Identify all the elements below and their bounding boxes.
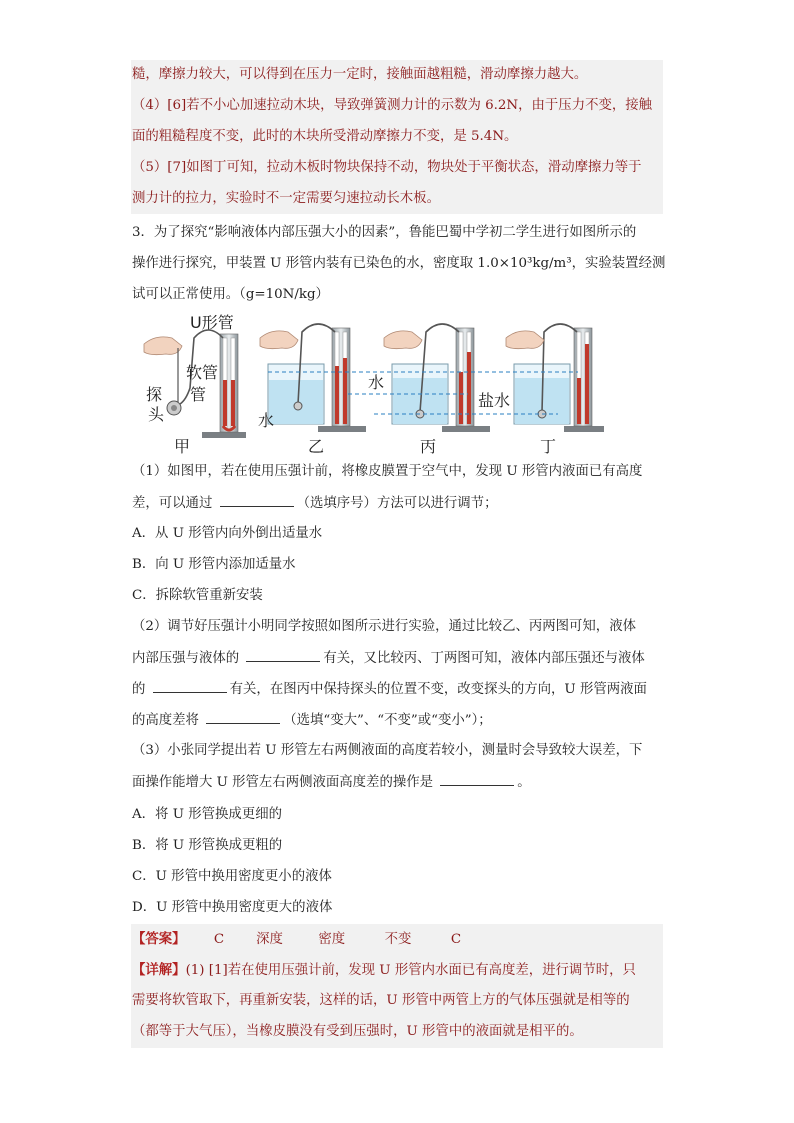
hose-label-2: 管: [190, 385, 207, 404]
detail-line: （都等于大气压），当橡皮膜没有受到压强时，U 形管中的液面就是相平的。: [132, 1023, 662, 1041]
q2-text: 有关，在图丙中保持探头的位置不变，改变探头的方向，U 形管两液面: [229, 682, 647, 697]
question-stem: 操作进行探究，甲装置 U 形管内装有已染色的水，密度取 1.0×10³kg/m³，实验装置经测: [132, 256, 666, 271]
q2-line: （2）调节好压强计小明同学按照如图所示进行实验，通过比较乙、丙两图可知，液体: [132, 619, 636, 634]
q1-text: （1）如图甲，若在使用压强计前，将橡皮膜置于空气中，发现 U 形管内液面已有高度: [132, 464, 643, 479]
q1-text-post: （选填序号）方法可以进行调节；: [296, 496, 498, 511]
question-stem: 3．为了探究“影响液体内部压强大小的因素”，鲁能巴蜀中学初二学生进行如图所示的: [132, 225, 637, 240]
apparatus-bing: [384, 324, 490, 432]
q1-option-a: A．从 U 形管内向外倒出适量水: [132, 526, 323, 541]
u-tube-label: U形管: [190, 313, 234, 332]
q3-option-b: B．将 U 形管换成更粗的: [132, 838, 283, 853]
q2-text: 有关，又比较丙、丁两图可知，液体内部压强还与液体: [323, 651, 645, 666]
q3-text: 面操作能增大 U 形管左右两侧液面高度差的操作是: [132, 775, 438, 790]
caption-ding: 丁: [540, 437, 557, 456]
q3-option-c: C．U 形管中换用密度更小的液体: [132, 869, 332, 884]
hose-label: 软管: [186, 363, 219, 382]
probe-label: 探: [146, 385, 163, 404]
salt-water-label: 盐水: [478, 391, 511, 410]
q3-option-a: A．将 U 形管换成更细的: [132, 807, 282, 822]
q3-option-d: D．U 形管中换用密度更大的液体: [132, 900, 333, 915]
answer-row: [132, 930, 662, 949]
q2-text: 的高度差将: [132, 713, 204, 728]
apparatus-yi: [260, 324, 366, 432]
q3-text: 。: [517, 775, 531, 790]
q1-text-pre: 差，可以通过: [132, 496, 217, 511]
caption-yi: 乙: [308, 437, 325, 456]
water-label: 水: [258, 411, 275, 430]
q3-line: [132, 773, 662, 792]
answer-value: 深度: [256, 932, 283, 947]
q2-text: 内部压强与液体的: [132, 651, 244, 666]
q1-option-b: B．向 U 形管内添加适量水: [132, 557, 296, 572]
answer-line: （4）[6]若不小心加速拉动木块，导致弹簧测力计的示数为 6.2N，由于压力不变，接触: [132, 97, 662, 115]
answer-line: 糙，摩擦力较大，可以得到在压力一定时，接触面越粗糙，滑动摩擦力越大。: [132, 66, 662, 84]
q2-blank-1[interactable]: [246, 649, 320, 662]
q2-line: [132, 711, 662, 730]
q2-blank-2[interactable]: [153, 680, 227, 693]
apparatus-ding: [506, 324, 604, 432]
q2-text: （选填“变大”、“不变”或“变小”）；: [283, 713, 492, 728]
water-label-2: 水: [368, 373, 385, 392]
answer-value: 不变: [384, 932, 412, 947]
probe-label-2: 头: [148, 405, 165, 424]
q1-text-b: [132, 494, 662, 513]
q3-blank[interactable]: [440, 773, 514, 786]
answer-tag: 【答案】: [132, 931, 186, 947]
answer-line: 测力计的拉力，实验时不一定需要匀速拉动长木板。: [132, 190, 662, 208]
detail-tag: 【详解】: [132, 962, 186, 978]
question-stem: 试可以正常使用。（g=10N/kg）: [132, 287, 329, 302]
q1-option-c: C．拆除软管重新安装: [132, 588, 263, 603]
caption-bing: 丙: [420, 437, 437, 456]
q1-blank[interactable]: [220, 494, 294, 507]
detail-line: [132, 961, 662, 980]
detail-line: 需要将软管取下，再重新安装，这样的话，U 形管中两管上方的气体压强就是相等的: [132, 992, 662, 1010]
q2-line: [132, 680, 662, 699]
answer-value: C: [213, 932, 225, 947]
answer-line: 面的粗糙程度不变，此时的木块所受滑动摩擦力不变，是 5.4N。: [132, 128, 662, 146]
q3-line: （3）小张同学提出若 U 形管左右两侧液面的高度若较小，测量时会导致较大误差，下: [132, 743, 643, 758]
q2-text: 的: [132, 682, 150, 697]
experiment-figure: [138, 308, 608, 458]
q2-blank-3[interactable]: [206, 711, 280, 724]
answer-value: 密度: [318, 932, 346, 947]
caption-jia: 甲: [174, 437, 191, 456]
answer-line: （5）[7]如图丁可知，拉动木板时物块保持不动，物块处于平衡状态，滑动摩擦力等于: [132, 159, 662, 177]
q2-line: [132, 649, 662, 668]
answer-value: C: [450, 932, 462, 947]
detail-text: (1) [1]若在使用压强计前，发现 U 形管内水面已有高度差，进行调节时，只: [185, 963, 636, 978]
